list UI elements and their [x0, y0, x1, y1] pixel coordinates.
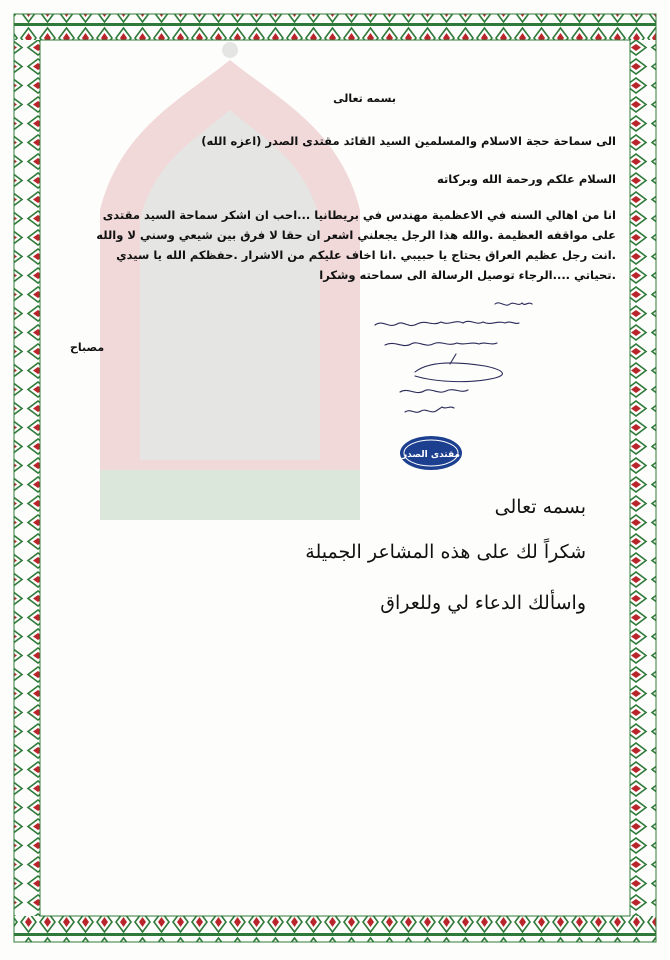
- letter-body-line: .تحياتي ....الرجاء توصيل الرسالة الى سماحته وشكرا: [319, 268, 616, 282]
- seal-stamp: [398, 434, 464, 472]
- letter-sender: مصباح: [70, 341, 105, 354]
- letter-body-line: .انت رجل عظيم العراق يحتاج يا حبيبي .انا اخاف عليكم من الاشرار .حفظكم الله يا سيدي: [116, 248, 616, 262]
- reply-line-basmala: بسمه تعالى: [494, 496, 586, 518]
- handwritten-reply: [355, 292, 540, 427]
- letter-basmala: بسمه تعالى: [333, 92, 396, 105]
- letter-greeting: السلام علكم ورحمة الله وبركاته: [437, 172, 616, 186]
- reply-line-prayer: واسألك الدعاء لي وللعراق: [380, 592, 586, 614]
- reply-line-thanks: شكراً لك على هذه المشاعر الجميلة: [305, 541, 586, 563]
- letter-body-line: على مواقفه العظيمة .والله هذا الرجل يجعلني اشعر ان حقا لا فرق بين شيعي وسني لا والله: [96, 228, 616, 242]
- watermark-logo: [60, 40, 400, 560]
- letter-body: [58, 205, 616, 285]
- seal-text: مقتدى الصدر: [401, 450, 461, 460]
- letter-addressee: الى سماحة حجة الاسلام والمسلمين السيد القائد مقتدى الصدر (اعزه الله): [201, 134, 616, 148]
- letter-body-line: انا من اهالي السنه في الاعظمية مهندس في بريطانيا ...احب ان اشكر سماحة السيد مقتدى: [102, 208, 616, 222]
